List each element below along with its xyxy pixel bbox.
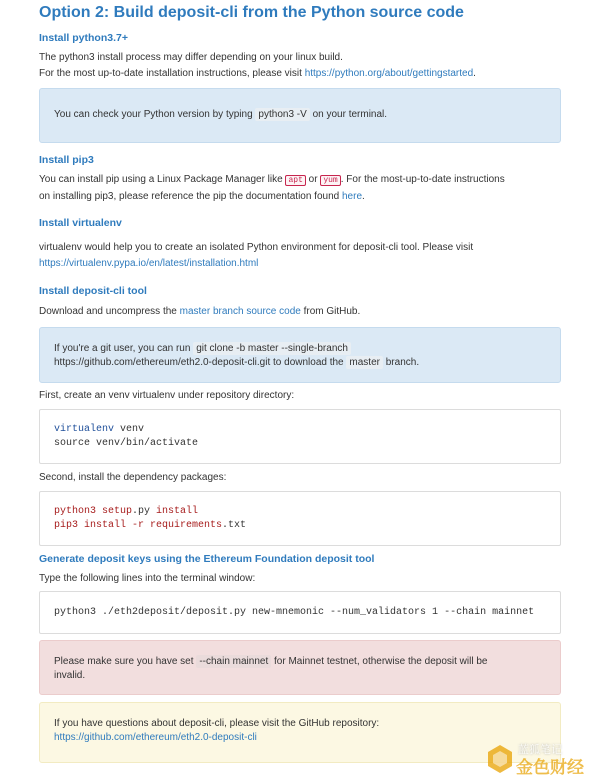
python-text <box>39 50 561 82</box>
code-token: venv <box>114 424 145 435</box>
python-version-info-box <box>39 88 561 143</box>
code-token: .txt <box>222 520 247 531</box>
code-token: source venv/bin/activate <box>54 438 199 449</box>
venv-code-block <box>39 409 561 464</box>
generate-heading: Generate deposit keys using the Ethereum Foundation deposit tool <box>39 553 375 565</box>
deps-intro: Second, install the dependency packages: <box>39 472 227 483</box>
info-text-suffix: on your terminal. <box>309 109 388 120</box>
pip-line1-prefix: You can install pip using a Linux Package Manager like <box>39 174 286 185</box>
download-prefix: Download and uncompress the <box>39 306 180 317</box>
virtualenv-link[interactable]: https://virtualenv.pypa.io/en/latest/installation.html <box>39 258 259 269</box>
master-branch-link[interactable]: master branch source code <box>179 306 301 317</box>
git-info-suffix: branch. <box>382 357 420 368</box>
git-clone-info-box <box>39 327 561 383</box>
watermark-text-2: 金色财经 <box>516 758 584 777</box>
pip-line2-prefix: on installing pip3, please reference the pip the documentation found <box>39 191 342 202</box>
warn-line1: If you have questions about deposit-cli, please visit the GitHub repository: <box>54 718 380 729</box>
code-token: pip3 install -r requirements <box>54 520 223 531</box>
git-url-code: https://github.com/ethereum/eth2.0-deposit-cli.git <box>54 357 271 368</box>
pip-text <box>39 172 561 205</box>
apt-code: apt <box>285 175 305 186</box>
deposit-cli-text <box>39 304 561 320</box>
danger-line2: invalid. <box>54 670 86 681</box>
generate-intro: Type the following lines into the terminal window: <box>39 573 256 584</box>
git-info-mid: to download the <box>270 357 347 368</box>
watermark-text-1: 蓝狐笔记 <box>518 744 562 756</box>
info-text: You can check your Python version by typing <box>54 109 256 120</box>
python-line2-prefix: For the most up-to-date installation instructions, please visit <box>39 68 305 79</box>
venv-intro: First, create an venv virtualenv under repository directory: <box>39 390 295 401</box>
python-heading: Install python3.7+ <box>39 32 128 44</box>
virtualenv-text <box>39 240 561 272</box>
code-token: virtualenv <box>54 424 115 435</box>
download-suffix: from GitHub. <box>300 306 361 317</box>
virtualenv-heading: Install virtualenv <box>39 217 122 229</box>
mainnet-warning-box <box>39 640 561 695</box>
python-line1: The python3 install process may differ depending on your linux build. <box>39 52 343 63</box>
pip-line1-suffix: . For the most-up-to-date instructions <box>340 174 505 185</box>
chain-mainnet-code: --chain mainnet <box>196 655 271 668</box>
virtualenv-line1: virtualenv would help you to create an isolated Python environment for deposit-cli tool. Please visit <box>39 242 474 253</box>
deps-code-block <box>39 491 561 546</box>
python-line2-suffix: . <box>473 68 476 79</box>
python-link[interactable]: https://python.org/about/gettingstarted <box>304 68 474 79</box>
git-info-prefix: If you're a git user, you can run <box>54 343 194 354</box>
git-clone-code: git clone -b master --single-branch <box>193 342 351 355</box>
code-token: python3 setup <box>54 506 133 517</box>
pip-line2-suffix: . <box>362 191 365 202</box>
inline-code: python3 -V <box>255 108 309 121</box>
pip-or: or <box>305 174 321 185</box>
watermark-logo-icon <box>488 745 512 773</box>
danger-prefix: Please make sure you have set <box>54 656 197 667</box>
yum-code: yum <box>320 175 340 186</box>
code-token: install <box>150 506 199 517</box>
deposit-cli-heading: Install deposit-cli tool <box>39 285 147 297</box>
github-note-box <box>39 702 561 763</box>
danger-suffix: for Mainnet testnet, otherwise the deposit will be <box>271 656 488 667</box>
code-token: .py <box>132 506 151 517</box>
pip-heading: Install pip3 <box>39 154 94 166</box>
pip-docs-link[interactable]: here <box>342 191 363 202</box>
watermark <box>488 741 596 775</box>
generate-code-block <box>39 591 561 634</box>
github-repo-link[interactable]: https://github.com/ethereum/eth2.0-deposit-cli <box>54 732 257 743</box>
master-code: master <box>346 356 383 369</box>
section-title: Option 2: Build deposit-cli from the Python source code <box>39 4 464 21</box>
generate-command: python3 ./eth2deposit/deposit.py new-mnemonic --num_validators 1 --chain mainnet <box>54 607 535 618</box>
